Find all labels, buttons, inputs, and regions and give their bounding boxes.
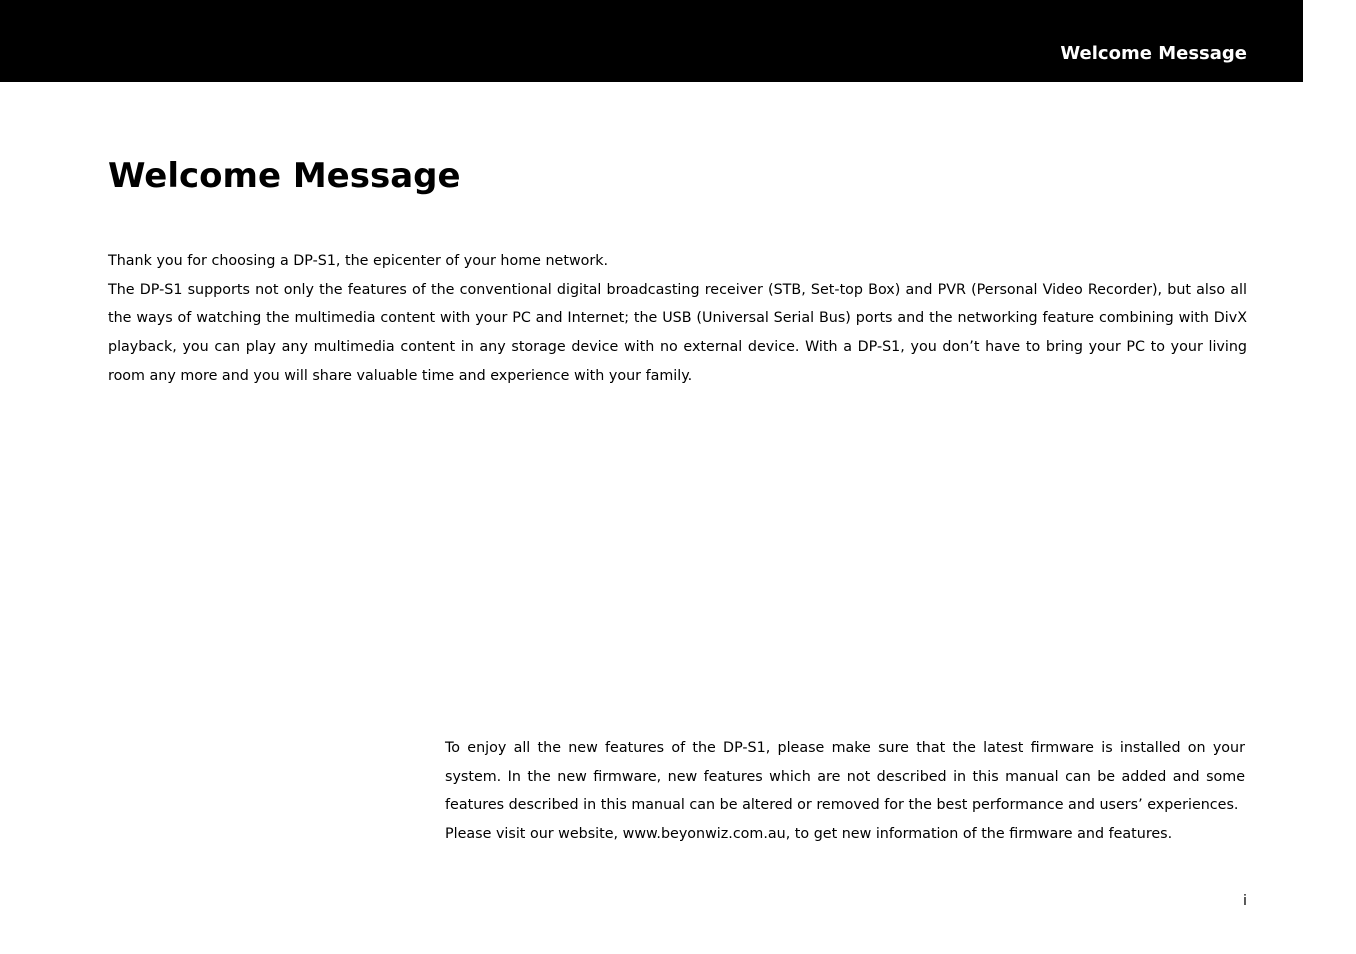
intro-line: Thank you for choosing a DP-S1, the epicenter of your home network. (108, 253, 609, 269)
page-title: Welcome Message (108, 156, 461, 196)
header-bar (0, 0, 1303, 82)
firmware-notice (445, 734, 1245, 849)
intro-paragraph: The DP-S1 supports not only the features of the conventional digital broadcasting receiver (STB, Set-top Box) and PVR (Personal Video Recorder), but also all the ways of watching the multimedia content with your PC and Internet; the USB (Universal Serial Bus) ports and the networking feature combining with DivX playback, you can play any multimedia content in any storage device with no external device. With a DP-S1, you don’t have to bring your PC to your living room any more and you will share valuable time and experience with your family. (108, 281, 1247, 384)
intro-section (108, 247, 1247, 391)
page-number: i (1243, 893, 1247, 909)
firmware-notice-paragraph: To enjoy all the new features of the DP-S1, please make sure that the latest firmware is installed on your system. In the new firmware, new features which are not described in this manual can be added and some features described in this manual can be altered or removed for the best performance and users’ experiences. (445, 740, 1245, 814)
header-title: Welcome Message (1060, 43, 1247, 64)
website-line: Please visit our website, www.beyonwiz.com.au, to get new information of the firmware and features. (445, 826, 1173, 843)
